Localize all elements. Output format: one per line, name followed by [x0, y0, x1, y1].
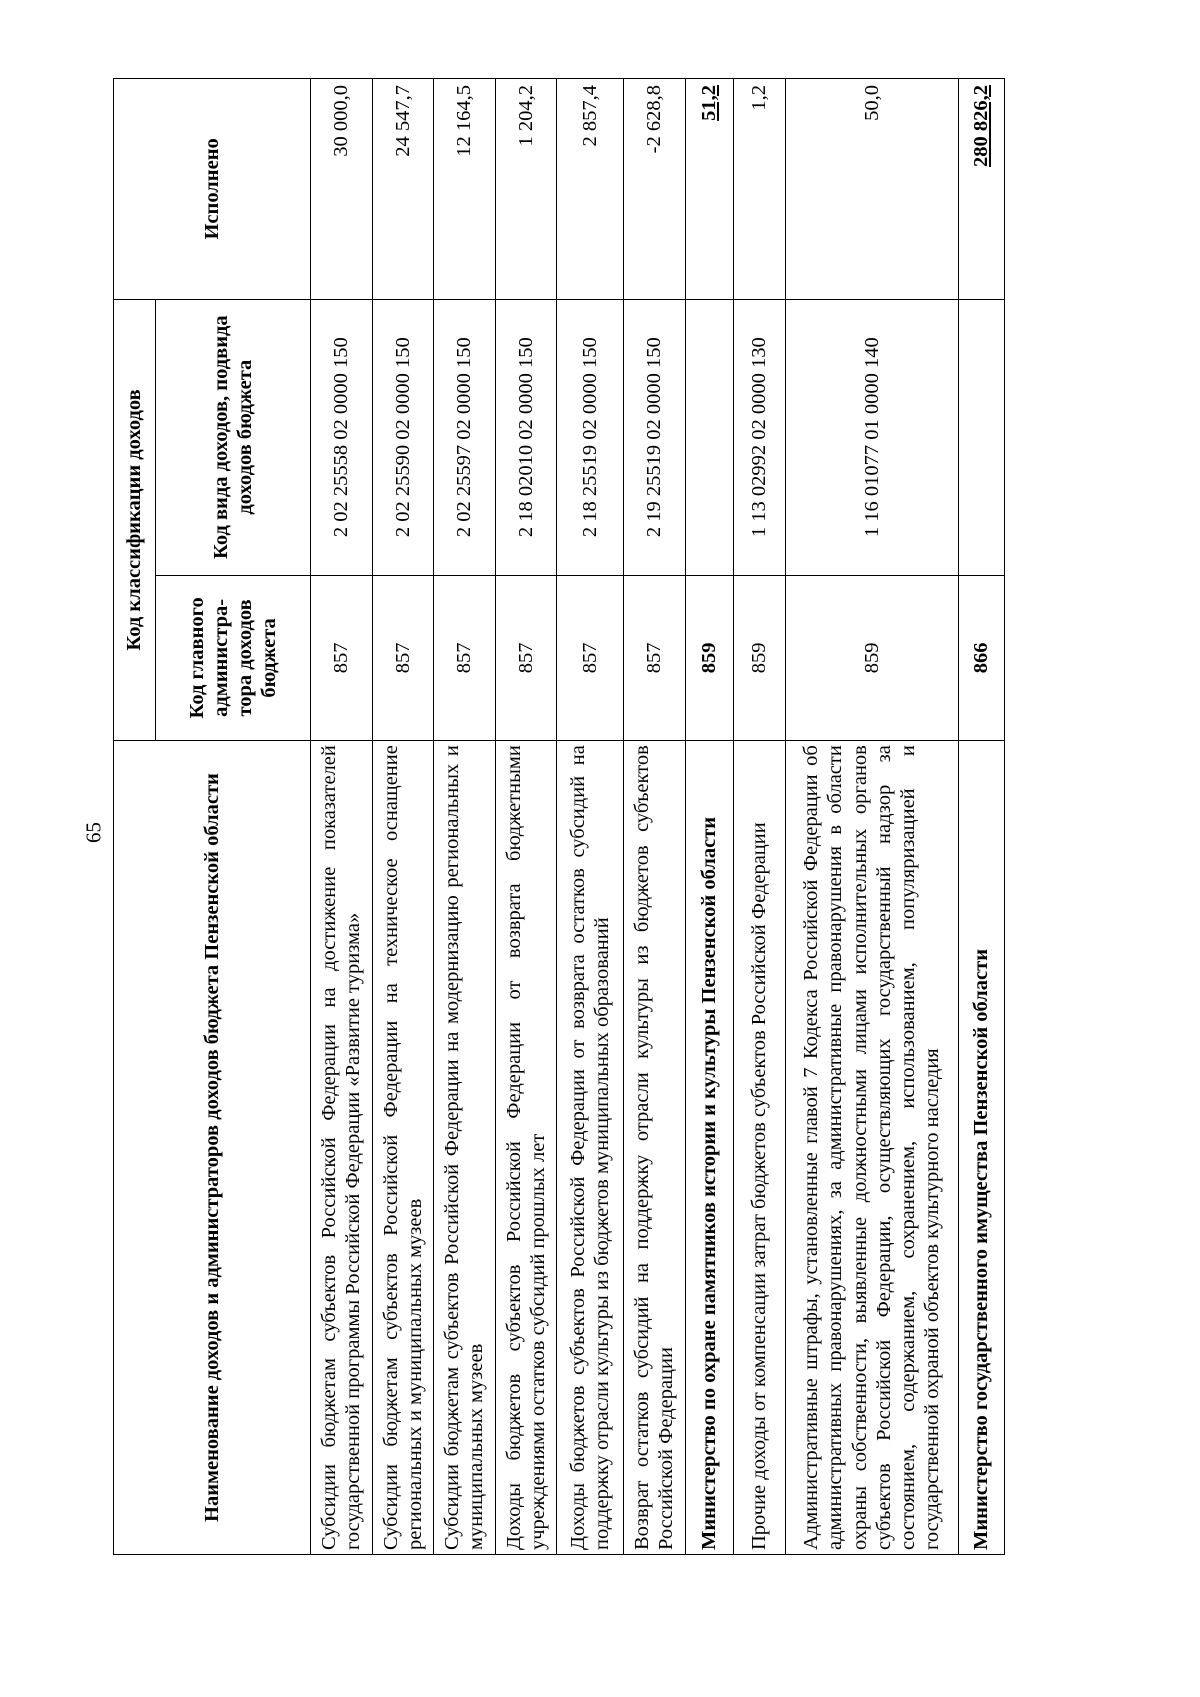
header-admin-code: Код главного администра-тора доходов бюджета [156, 575, 311, 741]
row-name: Министерство по охране памятников истории и культуры Пензенской области [685, 741, 733, 1555]
row-executed: 280 826,2 [958, 79, 1004, 300]
row-admin-code: 857 [495, 575, 557, 741]
row-type-code [958, 299, 1004, 575]
row-executed: 30 000,0 [311, 79, 373, 300]
row-name: Прочие доходы от компенсации затрат бюджетов субъектов Российской Федерации [733, 741, 785, 1555]
row-executed: 1 204,2 [495, 79, 557, 300]
rotated-table-container [113, 78, 1005, 1555]
row-name: Доходы бюджетов субъектов Российской Федерации от возврата остатков субсидий на поддержку отрасли культуры из бюджетов муниципальных образований [557, 741, 624, 1555]
row-type-code: 2 18 02010 02 0000 150 [495, 299, 557, 575]
row-name: Доходы бюджетов субъектов Российской Федерации от возврата бюджетными учреждениями остатков субсидий прошлых лет [495, 741, 557, 1555]
row-executed: 50,0 [785, 79, 958, 300]
table-row [495, 79, 557, 1555]
header-type-code: Код вида доходов, подвида доходов бюджета [156, 299, 311, 575]
table-row [372, 79, 434, 1555]
table-row [958, 79, 1004, 1555]
row-admin-code: 859 [685, 575, 733, 741]
header-classification: Код классификации доходов [114, 299, 156, 740]
row-admin-code: 857 [623, 575, 685, 741]
table-row [311, 79, 373, 1555]
row-executed: 12 164,5 [434, 79, 496, 300]
row-type-code: 2 02 25590 02 0000 150 [372, 299, 434, 575]
row-admin-code: 857 [557, 575, 624, 741]
table-row [785, 79, 958, 1555]
header-executed: Исполнено [114, 79, 311, 300]
row-admin-code: 857 [311, 575, 373, 741]
row-executed: -2 628,8 [623, 79, 685, 300]
header-name: Наименование доходов и администраторов доходов бюджета Пензенской области [114, 741, 311, 1555]
row-admin-code: 859 [785, 575, 958, 741]
row-name: Субсидии бюджетам субъектов Российской Федерации на модернизацию региональных и муниципальных музеев [434, 741, 496, 1555]
table-row [685, 79, 733, 1555]
row-type-code: 1 16 01077 01 0000 140 [785, 299, 958, 575]
table-row [557, 79, 624, 1555]
revenue-table [113, 78, 1005, 1555]
page-number: 65 [81, 822, 106, 843]
row-name: Субсидии бюджетам субъектов Российской Федерации на достижение показателей государственной программы Российской Федерации «Развитие туризма» [311, 741, 373, 1555]
row-type-code: 2 02 25597 02 0000 150 [434, 299, 496, 575]
row-executed: 24 547,7 [372, 79, 434, 300]
row-type-code [685, 299, 733, 575]
row-admin-code: 857 [434, 575, 496, 741]
row-type-code: 2 02 25558 02 0000 150 [311, 299, 373, 575]
row-admin-code: 866 [958, 575, 1004, 741]
row-admin-code: 857 [372, 575, 434, 741]
row-name: Административные штрафы, установленные главой 7 Кодекса Российской Федерации об административных правонарушениях, за административные правонарушения в области охраны собственности, выявленные должностными лицами исполнительных органов субъектов Российской Федерации, осуществляющих государственный надзор за состоянием, содержанием, сохранением, использованием, популяризацией и государственной охраной объектов культурного наследия [785, 741, 958, 1555]
table-row [623, 79, 685, 1555]
row-name: Министерство государственного имущества Пензенской области [958, 741, 1004, 1555]
row-type-code: 1 13 02992 02 0000 130 [733, 299, 785, 575]
row-type-code: 2 19 25519 02 0000 150 [623, 299, 685, 575]
table-row [434, 79, 496, 1555]
row-name: Субсидии бюджетам субъектов Российской Федерации на техническое оснащение региональных и муниципальных музеев [372, 741, 434, 1555]
row-executed: 51,2 [685, 79, 733, 300]
row-executed: 1,2 [733, 79, 785, 300]
row-admin-code: 859 [733, 575, 785, 741]
table-row [733, 79, 785, 1555]
table-body [311, 79, 1005, 1555]
row-name: Возврат остатков субсидий на поддержку отрасли культуры из бюджетов субъектов Российской Федерации [623, 741, 685, 1555]
row-executed: 2 857,4 [557, 79, 624, 300]
row-type-code: 2 18 25519 02 0000 150 [557, 299, 624, 575]
